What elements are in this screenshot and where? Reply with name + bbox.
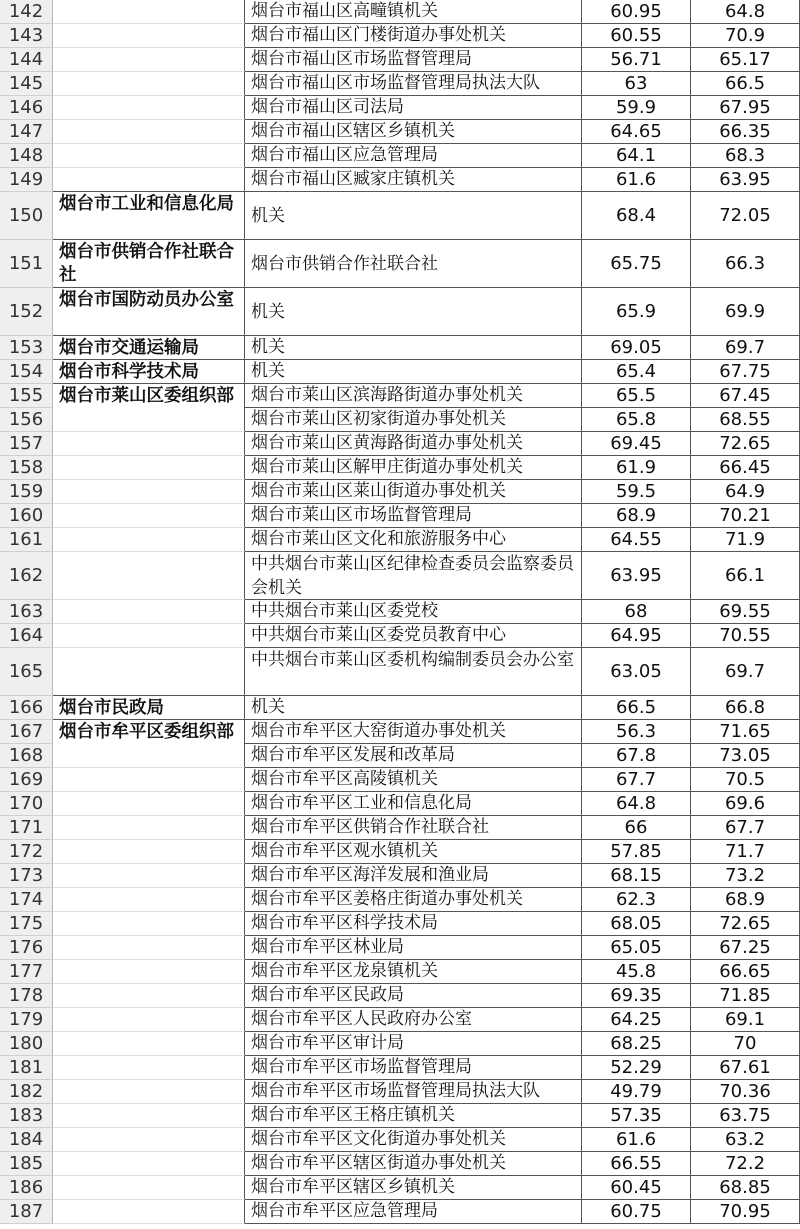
table-row [0, 792, 800, 816]
department-cell[interactable] [53, 840, 245, 864]
score-1-cell[interactable]: 64.55 [582, 528, 691, 552]
table-row [0, 816, 800, 840]
score-1-cell[interactable]: 65.5 [582, 384, 691, 408]
score-2-cell[interactable]: 63.95 [691, 168, 800, 192]
row-number[interactable]: 166 [0, 696, 53, 720]
table-row [0, 408, 800, 432]
score-2-cell[interactable]: 71.85 [691, 984, 800, 1008]
row-number[interactable]: 146 [0, 96, 53, 120]
score-2-cell[interactable]: 72.65 [691, 432, 800, 456]
score-2-cell[interactable]: 69.55 [691, 600, 800, 624]
score-1-cell[interactable]: 66.55 [582, 1152, 691, 1176]
row-number[interactable]: 164 [0, 624, 53, 648]
row-number[interactable]: 161 [0, 528, 53, 552]
unit-cell[interactable]: 烟台市莱山区解甲庄街道办事处机关 [245, 456, 582, 480]
score-2-cell[interactable]: 66.5 [691, 72, 800, 96]
row-number[interactable]: 176 [0, 936, 53, 960]
department-cell[interactable] [53, 1128, 245, 1152]
score-2-cell[interactable]: 72.05 [691, 192, 800, 240]
table-row [0, 960, 800, 984]
department-cell[interactable] [53, 720, 245, 744]
row-number[interactable]: 168 [0, 744, 53, 768]
score-2-cell[interactable]: 69.7 [691, 648, 800, 696]
score-1-cell[interactable]: 60.75 [582, 1200, 691, 1224]
department-cell[interactable] [53, 456, 245, 480]
score-2-cell[interactable]: 70.21 [691, 504, 800, 528]
row-number[interactable]: 165 [0, 648, 53, 696]
score-2-cell[interactable]: 70.36 [691, 1080, 800, 1104]
unit-cell[interactable]: 烟台市莱山区文化和旅游服务中心 [245, 528, 582, 552]
score-2-cell[interactable]: 66.65 [691, 960, 800, 984]
table-row [0, 1008, 800, 1032]
score-1-cell[interactable]: 68.05 [582, 912, 691, 936]
table-row [0, 720, 800, 744]
row-number[interactable]: 169 [0, 768, 53, 792]
unit-cell[interactable]: 机关 [245, 192, 582, 240]
unit-cell[interactable]: 烟台市牟平区应急管理局 [245, 1200, 582, 1224]
score-1-cell[interactable]: 64.25 [582, 1008, 691, 1032]
unit-cell[interactable]: 烟台市福山区司法局 [245, 96, 582, 120]
table-row [0, 744, 800, 768]
unit-cell[interactable]: 烟台市牟平区市场监督管理局 [245, 1056, 582, 1080]
row-number[interactable]: 149 [0, 168, 53, 192]
unit-cell[interactable]: 烟台市福山区市场监督管理局执法大队 [245, 72, 582, 96]
score-2-cell[interactable]: 66.3 [691, 240, 800, 288]
score-1-cell[interactable]: 64.65 [582, 120, 691, 144]
score-1-cell[interactable]: 68.15 [582, 864, 691, 888]
table-row [0, 456, 800, 480]
department-cell[interactable]: 烟台市供销合作社联合社 [53, 240, 245, 288]
department-cell[interactable] [53, 792, 245, 816]
unit-cell[interactable]: 机关 [245, 336, 582, 360]
department-name: 烟台市牟平区委组织部 [59, 721, 243, 744]
table-row [0, 360, 800, 384]
unit-cell[interactable]: 烟台市牟平区王格庄镇机关 [245, 1104, 582, 1128]
unit-cell[interactable]: 烟台市牟平区科学技术局 [245, 912, 582, 936]
department-cell[interactable] [53, 552, 245, 600]
table-row [0, 864, 800, 888]
department-name: 烟台市莱山区委组织部 [59, 385, 243, 408]
row-number[interactable]: 179 [0, 1008, 53, 1032]
row-number[interactable]: 173 [0, 864, 53, 888]
score-1-cell[interactable]: 65.4 [582, 360, 691, 384]
score-2-cell[interactable]: 67.25 [691, 936, 800, 960]
department-cell[interactable] [53, 624, 245, 648]
score-2-cell[interactable]: 68.55 [691, 408, 800, 432]
table-row [0, 840, 800, 864]
department-cell[interactable] [53, 1032, 245, 1056]
score-2-cell[interactable]: 68.9 [691, 888, 800, 912]
score-1-cell[interactable]: 66.5 [582, 696, 691, 720]
score-1-cell[interactable]: 68.4 [582, 192, 691, 240]
score-1-cell[interactable]: 65.75 [582, 240, 691, 288]
score-2-cell[interactable]: 69.1 [691, 1008, 800, 1032]
department-cell[interactable] [53, 1152, 245, 1176]
row-number[interactable]: 184 [0, 1128, 53, 1152]
department-cell[interactable] [53, 960, 245, 984]
unit-cell[interactable]: 机关 [245, 696, 582, 720]
score-2-cell[interactable]: 71.9 [691, 528, 800, 552]
table-row [0, 144, 800, 168]
department-cell[interactable] [53, 984, 245, 1008]
unit-cell[interactable]: 烟台市福山区市场监督管理局 [245, 48, 582, 72]
score-2-cell[interactable]: 73.2 [691, 864, 800, 888]
row-number[interactable]: 183 [0, 1104, 53, 1128]
row-number[interactable]: 171 [0, 816, 53, 840]
table-row [0, 120, 800, 144]
score-2-cell[interactable]: 69.7 [691, 336, 800, 360]
table-row [0, 48, 800, 72]
table-row [0, 888, 800, 912]
score-1-cell[interactable]: 65.8 [582, 408, 691, 432]
unit-cell[interactable]: 烟台市牟平区辖区街道办事处机关 [245, 1152, 582, 1176]
table-row [0, 432, 800, 456]
table-row [0, 552, 800, 600]
score-2-cell[interactable]: 66.8 [691, 696, 800, 720]
row-number[interactable]: 180 [0, 1032, 53, 1056]
score-2-cell[interactable]: 71.65 [691, 720, 800, 744]
table-row [0, 288, 800, 336]
score-1-cell[interactable]: 69.05 [582, 336, 691, 360]
department-cell[interactable] [53, 96, 245, 120]
table-row [0, 528, 800, 552]
department-cell[interactable] [53, 1104, 245, 1128]
unit-cell[interactable]: 烟台市牟平区海洋发展和渔业局 [245, 864, 582, 888]
unit-cell[interactable]: 烟台市福山区应急管理局 [245, 144, 582, 168]
table-row [0, 912, 800, 936]
score-2-cell[interactable]: 67.75 [691, 360, 800, 384]
department-cell[interactable]: 烟台市科学技术局 [53, 360, 245, 384]
department-cell[interactable] [53, 384, 245, 408]
unit-cell[interactable]: 烟台市莱山区莱山街道办事处机关 [245, 480, 582, 504]
score-1-cell[interactable]: 63.95 [582, 552, 691, 600]
score-1-cell[interactable]: 57.85 [582, 840, 691, 864]
department-cell[interactable] [53, 768, 245, 792]
table-row [0, 504, 800, 528]
score-1-cell[interactable]: 64.1 [582, 144, 691, 168]
score-2-cell[interactable]: 73.05 [691, 744, 800, 768]
unit-cell[interactable]: 烟台市福山区辖区乡镇机关 [245, 120, 582, 144]
department-cell[interactable] [53, 1200, 245, 1224]
table-row [0, 1104, 800, 1128]
unit-cell[interactable]: 烟台市牟平区大窑街道办事处机关 [245, 720, 582, 744]
row-number[interactable]: 174 [0, 888, 53, 912]
row-number[interactable]: 160 [0, 504, 53, 528]
row-number[interactable]: 153 [0, 336, 53, 360]
score-1-cell[interactable]: 65.05 [582, 936, 691, 960]
score-2-cell[interactable]: 65.17 [691, 48, 800, 72]
row-number[interactable]: 151 [0, 240, 53, 288]
department-cell[interactable]: 烟台市工业和信息化局 [53, 192, 245, 240]
row-number[interactable]: 170 [0, 792, 53, 816]
row-number[interactable]: 167 [0, 720, 53, 744]
table-row [0, 24, 800, 48]
department-cell[interactable]: 烟台市民政局 [53, 696, 245, 720]
row-number[interactable]: 150 [0, 192, 53, 240]
row-number[interactable]: 154 [0, 360, 53, 384]
score-1-cell[interactable]: 63 [582, 72, 691, 96]
unit-cell[interactable]: 烟台市福山区臧家庄镇机关 [245, 168, 582, 192]
table-row [0, 96, 800, 120]
score-1-cell[interactable]: 69.45 [582, 432, 691, 456]
department-cell[interactable] [53, 1008, 245, 1032]
score-2-cell[interactable]: 68.85 [691, 1176, 800, 1200]
unit-cell[interactable]: 烟台市牟平区林业局 [245, 936, 582, 960]
score-1-cell[interactable]: 62.3 [582, 888, 691, 912]
table-row [0, 1152, 800, 1176]
row-number[interactable]: 162 [0, 552, 53, 600]
department-cell[interactable] [53, 648, 245, 696]
score-1-cell[interactable]: 69.35 [582, 984, 691, 1008]
unit-cell[interactable]: 烟台市莱山区黄海路街道办事处机关 [245, 432, 582, 456]
score-1-cell[interactable]: 64.8 [582, 792, 691, 816]
row-number[interactable]: 156 [0, 408, 53, 432]
unit-cell[interactable]: 烟台市供销合作社联合社 [245, 240, 582, 288]
table-row [0, 336, 800, 360]
unit-cell[interactable]: 烟台市牟平区供销合作社联合社 [245, 816, 582, 840]
row-number[interactable]: 152 [0, 288, 53, 336]
department-cell[interactable] [53, 72, 245, 96]
score-2-cell[interactable]: 69.6 [691, 792, 800, 816]
unit-cell[interactable]: 机关 [245, 360, 582, 384]
unit-cell[interactable]: 烟台市莱山区初家街道办事处机关 [245, 408, 582, 432]
score-1-cell[interactable]: 61.6 [582, 168, 691, 192]
unit-cell[interactable]: 烟台市牟平区姜格庄街道办事处机关 [245, 888, 582, 912]
table-row [0, 696, 800, 720]
score-2-cell[interactable]: 71.7 [691, 840, 800, 864]
row-number[interactable]: 181 [0, 1056, 53, 1080]
score-2-cell[interactable]: 64.8 [691, 0, 800, 24]
score-1-cell[interactable]: 60.95 [582, 0, 691, 24]
score-1-cell[interactable]: 68.25 [582, 1032, 691, 1056]
unit-cell[interactable]: 烟台市牟平区文化街道办事处机关 [245, 1128, 582, 1152]
score-1-cell[interactable]: 67.7 [582, 768, 691, 792]
table-row [0, 1128, 800, 1152]
table-row [0, 768, 800, 792]
score-1-cell[interactable]: 66 [582, 816, 691, 840]
row-number[interactable]: 175 [0, 912, 53, 936]
department-cell[interactable] [53, 0, 245, 24]
department-cell[interactable] [53, 432, 245, 456]
table-row [0, 624, 800, 648]
table-row [0, 168, 800, 192]
table-row [0, 384, 800, 408]
score-1-cell[interactable]: 57.35 [582, 1104, 691, 1128]
score-1-cell[interactable]: 61.6 [582, 1128, 691, 1152]
score-1-cell[interactable]: 68.9 [582, 504, 691, 528]
department-cell[interactable] [53, 864, 245, 888]
table-row [0, 1176, 800, 1200]
department-cell[interactable] [53, 408, 245, 432]
department-cell[interactable]: 烟台市交通运输局 [53, 336, 245, 360]
row-number[interactable]: 182 [0, 1080, 53, 1104]
row-number[interactable]: 178 [0, 984, 53, 1008]
score-1-cell[interactable]: 60.55 [582, 24, 691, 48]
department-cell[interactable] [53, 168, 245, 192]
department-cell[interactable] [53, 48, 245, 72]
department-cell[interactable] [53, 744, 245, 768]
table-row [0, 984, 800, 1008]
table-row [0, 648, 800, 696]
row-number[interactable]: 143 [0, 24, 53, 48]
score-2-cell[interactable]: 67.95 [691, 96, 800, 120]
row-number[interactable]: 187 [0, 1200, 53, 1224]
department-cell[interactable] [53, 888, 245, 912]
unit-cell[interactable]: 烟台市牟平区市场监督管理局执法大队 [245, 1080, 582, 1104]
table-row [0, 1056, 800, 1080]
score-1-cell[interactable]: 64.95 [582, 624, 691, 648]
row-number[interactable]: 144 [0, 48, 53, 72]
row-number[interactable]: 145 [0, 72, 53, 96]
score-2-cell[interactable]: 67.45 [691, 384, 800, 408]
score-1-cell[interactable]: 65.9 [582, 288, 691, 336]
table-row [0, 1200, 800, 1224]
table-row [0, 936, 800, 960]
row-number[interactable]: 185 [0, 1152, 53, 1176]
row-number[interactable]: 172 [0, 840, 53, 864]
table-row [0, 1080, 800, 1104]
department-cell[interactable] [53, 1080, 245, 1104]
department-cell[interactable] [53, 1176, 245, 1200]
score-1-cell[interactable]: 56.71 [582, 48, 691, 72]
unit-cell[interactable]: 烟台市莱山区滨海路街道办事处机关 [245, 384, 582, 408]
unit-cell[interactable]: 机关 [245, 288, 582, 336]
row-number[interactable]: 155 [0, 384, 53, 408]
table-row [0, 600, 800, 624]
unit-cell[interactable]: 烟台市牟平区审计局 [245, 1032, 582, 1056]
unit-cell[interactable]: 中共烟台市莱山区委党员教育中心 [245, 624, 582, 648]
department-cell[interactable] [53, 600, 245, 624]
score-1-cell[interactable]: 45.8 [582, 960, 691, 984]
score-2-cell[interactable]: 69.9 [691, 288, 800, 336]
row-number[interactable]: 142 [0, 0, 53, 24]
score-1-cell[interactable]: 49.79 [582, 1080, 691, 1104]
table-row [0, 240, 800, 288]
score-2-cell[interactable]: 68.3 [691, 144, 800, 168]
table-row [0, 0, 800, 24]
department-cell[interactable] [53, 816, 245, 840]
score-2-cell[interactable]: 70 [691, 1032, 800, 1056]
score-2-cell[interactable]: 67.7 [691, 816, 800, 840]
unit-cell[interactable]: 中共烟台市莱山区委党校 [245, 600, 582, 624]
unit-cell[interactable]: 烟台市莱山区市场监督管理局 [245, 504, 582, 528]
unit-cell[interactable]: 中共烟台市莱山区纪律检查委员会监察委员会机关 [245, 552, 582, 600]
score-2-cell[interactable]: 72.65 [691, 912, 800, 936]
score-1-cell[interactable]: 63.05 [582, 648, 691, 696]
row-number[interactable]: 186 [0, 1176, 53, 1200]
score-2-cell[interactable]: 67.61 [691, 1056, 800, 1080]
table-row [0, 192, 800, 240]
unit-cell[interactable]: 烟台市牟平区工业和信息化局 [245, 792, 582, 816]
score-2-cell[interactable]: 66.35 [691, 120, 800, 144]
score-1-cell[interactable]: 61.9 [582, 456, 691, 480]
row-number[interactable]: 148 [0, 144, 53, 168]
department-cell[interactable] [53, 936, 245, 960]
unit-cell[interactable]: 烟台市牟平区观水镇机关 [245, 840, 582, 864]
score-2-cell[interactable]: 64.9 [691, 480, 800, 504]
score-1-cell[interactable]: 56.3 [582, 720, 691, 744]
table-row [0, 1032, 800, 1056]
department-cell[interactable] [53, 528, 245, 552]
score-1-cell[interactable]: 60.45 [582, 1176, 691, 1200]
row-number[interactable]: 177 [0, 960, 53, 984]
department-cell[interactable]: 烟台市国防动员办公室 [53, 288, 245, 336]
score-2-cell[interactable]: 70.5 [691, 768, 800, 792]
score-2-cell[interactable]: 66.45 [691, 456, 800, 480]
row-number[interactable]: 163 [0, 600, 53, 624]
unit-cell[interactable]: 烟台市牟平区人民政府办公室 [245, 1008, 582, 1032]
score-2-cell[interactable]: 72.2 [691, 1152, 800, 1176]
unit-cell[interactable]: 烟台市牟平区民政局 [245, 984, 582, 1008]
score-1-cell[interactable]: 52.29 [582, 1056, 691, 1080]
unit-cell[interactable]: 烟台市牟平区发展和改革局 [245, 744, 582, 768]
unit-cell[interactable]: 烟台市福山区门楼街道办事处机关 [245, 24, 582, 48]
score-1-cell[interactable]: 68 [582, 600, 691, 624]
row-number[interactable]: 147 [0, 120, 53, 144]
department-cell[interactable] [53, 504, 245, 528]
unit-cell[interactable]: 中共烟台市莱山区委机构编制委员会办公室 [245, 648, 582, 696]
department-cell[interactable] [53, 144, 245, 168]
department-cell[interactable] [53, 480, 245, 504]
department-cell[interactable] [53, 120, 245, 144]
unit-cell[interactable]: 烟台市福山区高疃镇机关 [245, 0, 582, 24]
score-1-cell[interactable]: 67.8 [582, 744, 691, 768]
unit-cell[interactable]: 烟台市牟平区辖区乡镇机关 [245, 1176, 582, 1200]
row-number[interactable]: 157 [0, 432, 53, 456]
score-2-cell[interactable]: 66.1 [691, 552, 800, 600]
score-2-cell[interactable]: 63.75 [691, 1104, 800, 1128]
score-1-cell[interactable]: 59.5 [582, 480, 691, 504]
table-row [0, 480, 800, 504]
score-2-cell[interactable]: 63.2 [691, 1128, 800, 1152]
score-2-cell[interactable]: 70.9 [691, 24, 800, 48]
score-1-cell[interactable]: 59.9 [582, 96, 691, 120]
row-number[interactable]: 158 [0, 456, 53, 480]
score-2-cell[interactable]: 70.55 [691, 624, 800, 648]
unit-cell[interactable]: 烟台市牟平区高陵镇机关 [245, 768, 582, 792]
unit-cell[interactable]: 烟台市牟平区龙泉镇机关 [245, 960, 582, 984]
row-number[interactable]: 159 [0, 480, 53, 504]
department-cell[interactable] [53, 1056, 245, 1080]
score-2-cell[interactable]: 70.95 [691, 1200, 800, 1224]
department-cell[interactable] [53, 912, 245, 936]
table-row [0, 72, 800, 96]
department-cell[interactable] [53, 24, 245, 48]
